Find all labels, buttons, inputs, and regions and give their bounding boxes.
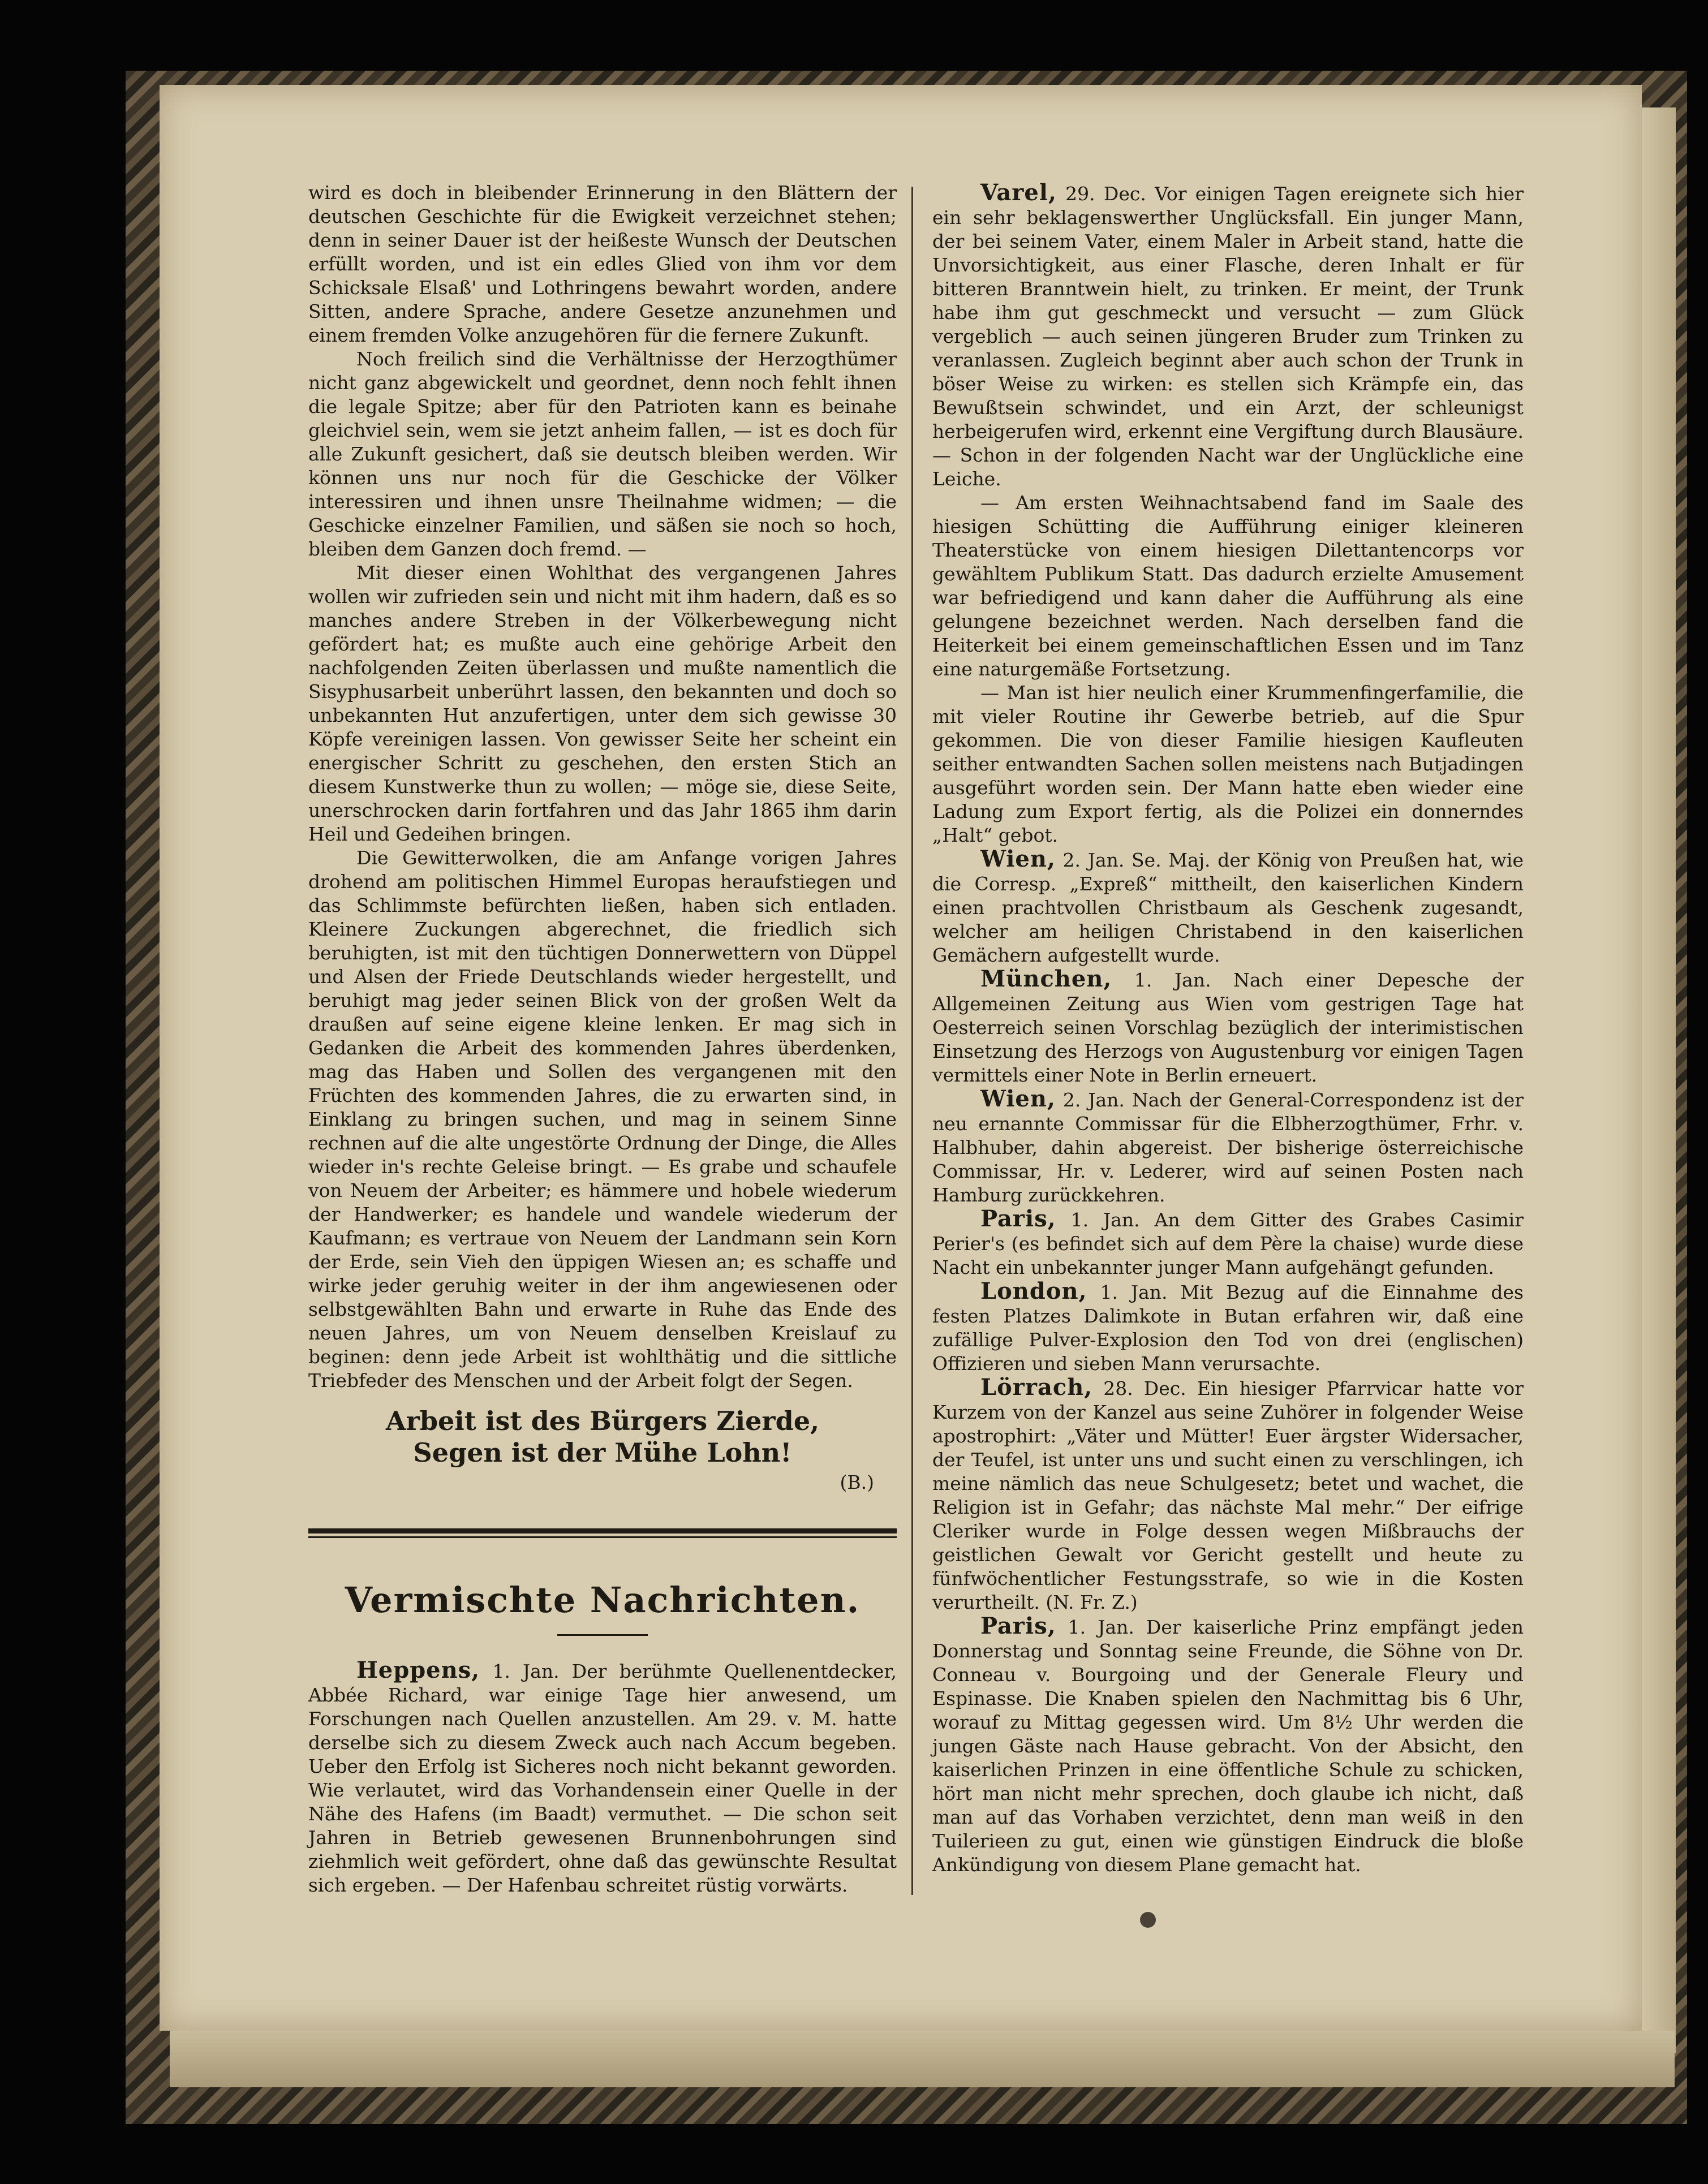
news-item-london: [932, 1280, 1524, 1376]
paragraph: Mit dieser einen Wohlthat des vergangenen Jahres wollen wir zufrieden sein und nicht mit ihm hadern, daß es so manches andere Streben in der Völkerbewegung nicht gefördert hat; es mußte auch eine gehörige Arbeit den nachfolgenden Zeiten überlassen und mußte namentlich die Sisyphusarbeit unberührt lassen, den bekannten und doch so unbekannten Hut anzufertigen, unter dem sich gewisse 30 Köpfe vereinigen lassen. Von gewisser Seite her scheint ein energischer Schritt zu geschehen, den ersten Stich an diesem Kunstwerke thun zu wollen; — möge sie, diese Seite, unerschrocken darin fortfahren und das Jahr 1865 ihm darin Heil und Gedeihen bringen.: [308, 562, 897, 845]
news-text: 29. Dec. Vor einigen Tagen ereignete sich hier ein sehr beklagenswerther Unglücksfall. Ein junger Mann, der bei seinem Vater, einem Maler in Arbeit stand, hatte die Unvorsichtigkeit, aus einer Flasche, deren Inhalt er für bitteren Branntwein hielt, zu trinken. Er meint, der Trunk habe ihm gut geschmeckt und versucht — zum Glück vergeblich — auch seinen jüngeren Bruder zum Trinken zu veranlassen. Zugleich beginnt aber auch schon der Trunk in böser Weise zu wirken: es stellen sich Krämpfe ein, das Bewußtsein schwindet, und ein Arzt, der schleunigst herbeigerufen wird, erkennt eine Vergiftung durch Blausäure. — Schon in der folgenden Nacht war der Unglückliche eine Leiche.: [932, 183, 1524, 490]
page-bottom-edge: [170, 2031, 1675, 2087]
news-text: 1. Jan. Der berühmte Quellenentdecker, Abbée Richard, war einige Tage hier anwesend, um Forschungen nach Quellen anzustellen. Am 29. v. M. hatte derselbe sich zu diesem Zweck auch nach Accum begeben. Ueber den Erfolg ist Sicheres noch nicht bekannt geworden. Wie verlautet, wird das Vorhandensein einer Quelle in der Nähe des Hafens (im Baadt) vermuthet. — Die schon seit Jahren in Betrieb gewesenen Brunnenbohrungen sind ziehmlich weit gefördert, ohne daß das gewünschte Resultat sich ergeben. — Der Hafenbau schreitet rüstig vorwärts.: [308, 1660, 897, 1896]
news-text: 1. Jan. Mit Bezug auf die Einnahme des festen Platzes Dalimkote in Butan erfahren wir, daß eine zufällige Pulver-Explosion den Tod von drei (englischen) Offizieren und sieben Mann verursachte.: [932, 1281, 1524, 1375]
dateline-place: London,: [980, 1278, 1087, 1304]
news-text: 1. Jan. Nach einer Depesche der Allgemeinen Zeitung aus Wien vom gestrigen Tage hat Oesterreich seinen Vorschlag bezüglich der interimistischen Einsetzung des Herzogs von Augustenburg vor einigen Tagen vermittels einer Note in Berlin erneuert.: [932, 969, 1524, 1086]
news-item-paris: [932, 1207, 1524, 1280]
news-item-paris-2: [932, 1614, 1524, 1877]
news-item-varel-3: — Man ist hier neulich einer Krummenfingerfamilie, die mit vieler Routine ihr Gewerbe betrieb, auf die Spur gekommen. Die von dieser Familie hiesigen Kaufleuten seither entwandten Sachen sollen meistens nach Butjadingen ausgeführt worden sein. Der Mann hatte eben wieder eine Ladung zum Export fertig, als die Polizei ein donnerndes „Halt“ gebot.: [932, 682, 1524, 846]
news-item-wien-2: [932, 1087, 1524, 1207]
left-column: [308, 181, 897, 1897]
column-divider: [911, 187, 913, 1895]
news-text: 2. Jan. Nach der General-Correspondenz ist der neu ernannte Commissar für die Elbherzogthümer, Frhr. v. Halbhuber, dahin abgereist. Der bisherige österreichische Commissar, Hr. v. Lederer, wird auf seinen Posten nach Hamburg zurückkehren.: [932, 1089, 1524, 1206]
news-text: 2. Jan. Se. Maj. der König von Preußen hat, wie die Corresp. „Expreß“ mittheilt, den kaiserlichen Kindern einen prachtvollen Christbaum als Geschenk zugesandt, welcher am heiligen Christabend in den kaiserlichen Gemächern aufgestellt wurde.: [932, 849, 1524, 966]
news-item-wien: [932, 847, 1524, 967]
news-item-muenchen: [932, 967, 1524, 1087]
news-item-varel: [932, 181, 1524, 491]
dateline-place: Paris,: [980, 1613, 1056, 1639]
news-text: 1. Jan. Der kaiserliche Prinz empfängt jeden Donnerstag und Sonntag seine Freunde, die Söhne von Dr. Conneau v. Bourgoing und der Generale Fleury und Espinasse. Die Knaben spielen den Nachmittag bis 6 Uhr, worauf zu Mittag gegessen wird. Um 8½ Uhr werden die jungen Gäste nach Hause gebracht. Von der Absicht, den kaiserlichen Prinzen in eine öffentliche Schule zu schicken, hört man nicht mehr sprechen, doch glaube ich nicht, daß man auf das Vorhaben verzichtet, denn man weiß in den Tuilerieen zu gut, einen wie günstigen Eindruck die bloße Ankündigung von diesem Plane gemacht hat.: [932, 1616, 1524, 1876]
motto-line: Segen ist der Mühe Lohn!: [413, 1437, 792, 1468]
dateline-place: München,: [980, 966, 1112, 992]
news-item-loerrach: [932, 1376, 1524, 1614]
end-ornament: [1140, 1912, 1156, 1928]
dateline-place: Paris,: [980, 1205, 1056, 1232]
paragraph: wird es doch in bleibender Erinnerung in den Blättern der deutschen Geschichte für die Ewigkeit verzeichnet stehen; denn in seiner Dauer ist der heißeste Wunsch der Deutschen erfüllt worden, und ist ein edles Glied von ihm vor dem Schicksale Elsaß' und Lothringens bewahrt worden, andere Sitten, andere Sprache, andere Gesetze anzunehmen und einem fremden Volke anzugehören für die fernere Zukunft.: [308, 182, 897, 346]
news-text: 1. Jan. An dem Gitter des Grabes Casimir Perier's (es befindet sich auf dem Père la chaise) wurde diese Nacht ein unbekannter junger Mann aufgehängt gefunden.: [932, 1209, 1524, 1278]
dateline-place: Wien,: [980, 846, 1056, 872]
heading-divider: [557, 1634, 648, 1636]
news-item-varel-2: — Am ersten Weihnachtsabend fand im Saale des hiesigen Schütting die Aufführung einiger kleineren Theaterstücke von einem hiesigen Dilettantencorps vor gewähltem Publikum Statt. Das dadurch erzielte Amusement war befriedigend und kann daher die Aufführung als eine gelungene bezeichnet werden. Nach derselben fand die Heiterkeit bei einem gemeinschaftlichen Essen und im Tanz eine naturgemäße Fortsetzung.: [932, 492, 1524, 680]
motto-line: Arbeit ist des Bürgers Zierde,: [385, 1406, 820, 1436]
dateline-place: Heppens,: [356, 1657, 480, 1683]
news-text: 28. Dec. Ein hiesiger Pfarrvicar hatte vor Kurzem von der Kanzel aus seine Zuhörer in folgender Weise apostrophirt: „Väter und Mütter! Euer ärgster Widersacher, der Teufel, ist unter uns und sucht einen zu verschlingen, ich meine nämlich das neue Schulgesetz; betet und wachet, die Religion ist in Gefahr; das nächste Mal mehr.“ Der eifrige Cleriker wurde in Folge dessen wegen Mißbrauchs der geistlichen Gewalt vor Gericht gestellt und heute zu fünfwöchentlicher Festungsstrafe, so wie in die Kosten verurtheilt. (N. Fr. Z.): [932, 1377, 1524, 1613]
paragraph: Noch freilich sind die Verhältnisse der Herzogthümer nicht ganz abgewickelt und geordnet, denn noch fehlt ihnen die legale Spitze; aber für den Patrioten kann es beinahe gleichviel sein, wem sie jetzt anheim fallen, — ist es doch für alle Zukunft gesichert, daß sie deutsch bleiben werden. Wir können uns nur noch für die Geschicke der Völker interessiren und ihnen unsre Theilnahme widmen; — die Geschicke einzelner Familien, und säßen sie noch so hoch, bleiben dem Ganzen doch fremd. —: [308, 348, 897, 560]
dateline-place: Varel,: [980, 179, 1057, 206]
author-signature: (B.): [840, 1471, 874, 1493]
section-rule: [308, 1528, 897, 1538]
news-item-heppens: [308, 1659, 897, 1897]
dateline-place: Lörrach,: [980, 1374, 1093, 1401]
section-heading: Vermischte Nachrichten.: [345, 1579, 861, 1621]
dateline-place: Wien,: [980, 1085, 1056, 1112]
paragraph: Die Gewitterwolken, die am Anfange vorigen Jahres drohend am politischen Himmel Europas heraufstiegen und das Schlimmste befürchten ließen, haben sich entladen. Kleinere Zuckungen abgerechnet, die friedlich sich beruhigten, ist mit den tüchtigen Donnerwettern von Düppel und Alsen der Friede Deutschlands wieder hergestellt, und beruhigt mag jeder seinen Blick von der großen Welt da draußen auf seine eigene kleine lenken. Er mag sich in Gedanken die Arbeit des kommenden Jahres überdenken, mag das Haben und Sollen des vergangenen mit den Früchten des kommenden Jahres, die zu erwarten sind, in Einklang zu bringen suchen, und mag in seinem Sinne rechnen auf die alte ungestörte Ordnung der Dinge, die Alles wieder in's rechte Geleise bringt. — Es grabe und schaufele von Neuem der Arbeiter; es hämmere und hobele wiederum der Handwerker; es handele und wandele wiederum der Kaufmann; es vertraue von Neuem der Landmann sein Korn der Erde, sein Vieh den üppigen Wiesen an; es schaffe und wirke jeder geruhig weiter in der ihm angewiesenen oder selbstgewählten Bahn und erwarte in Ruhe das Ende des neuen Jahres, um von Neuem denselben Kreislauf zu beginen: denn jede Arbeit ist wohlthätig und die sittliche Triebfeder des Menschen und der Arbeit folgt der Segen.: [308, 847, 897, 1392]
page-edge: [1642, 107, 1676, 2053]
motto: [308, 1405, 897, 1468]
right-column: [932, 181, 1524, 1877]
